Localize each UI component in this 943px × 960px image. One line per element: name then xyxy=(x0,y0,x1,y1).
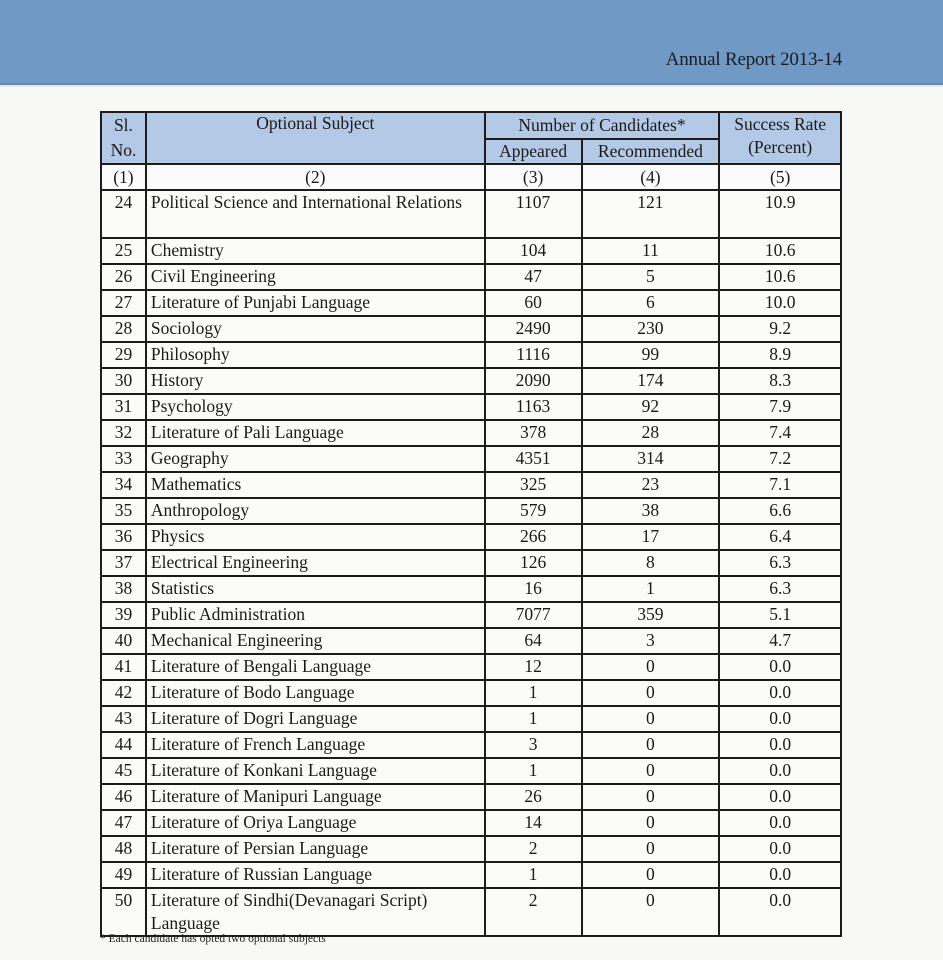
recommended-cell: 0 xyxy=(582,758,720,784)
column-header-sl-no-label: Sl. No. xyxy=(110,115,137,160)
recommended-cell: 28 xyxy=(582,420,720,446)
subject-cell: Physics xyxy=(146,524,485,550)
report-header-banner xyxy=(0,0,943,85)
table-row xyxy=(101,654,841,680)
column-number-row xyxy=(101,164,841,190)
recommended-cell: 230 xyxy=(582,316,720,342)
subject-cell: Electrical Engineering xyxy=(146,550,485,576)
sl-number-cell: 34 xyxy=(101,472,146,498)
success-rate-cell: 10.6 xyxy=(719,264,841,290)
success-rate-cell: 8.9 xyxy=(719,342,841,368)
table-row xyxy=(101,550,841,576)
success-rate-cell: 0.0 xyxy=(719,888,841,936)
table-row xyxy=(101,342,841,368)
appeared-cell: 1 xyxy=(485,680,582,706)
appeared-cell: 266 xyxy=(485,524,582,550)
recommended-cell: 0 xyxy=(582,836,720,862)
sl-number-cell: 33 xyxy=(101,446,146,472)
sl-number-cell: 38 xyxy=(101,576,146,602)
column-header-subject: Optional Subject xyxy=(146,112,485,164)
success-rate-cell: 10.9 xyxy=(719,190,841,238)
table-row xyxy=(101,862,841,888)
subject-cell: Literature of Punjabi Language xyxy=(146,290,485,316)
recommended-cell: 0 xyxy=(582,810,720,836)
column-number: (5) xyxy=(719,164,841,190)
sl-number-cell: 27 xyxy=(101,290,146,316)
sl-number-cell: 42 xyxy=(101,680,146,706)
sl-number-cell: 46 xyxy=(101,784,146,810)
success-rate-cell: 10.6 xyxy=(719,238,841,264)
table-row xyxy=(101,758,841,784)
sl-number-cell: 31 xyxy=(101,394,146,420)
table-row xyxy=(101,264,841,290)
sl-number-cell: 48 xyxy=(101,836,146,862)
success-rate-cell: 0.0 xyxy=(719,758,841,784)
appeared-cell: 1 xyxy=(485,706,582,732)
subject-cell: Civil Engineering xyxy=(146,264,485,290)
sl-number-cell: 26 xyxy=(101,264,146,290)
table-row xyxy=(101,888,841,936)
success-rate-cell: 0.0 xyxy=(719,706,841,732)
appeared-cell: 14 xyxy=(485,810,582,836)
sl-number-cell: 44 xyxy=(101,732,146,758)
recommended-cell: 5 xyxy=(582,264,720,290)
recommended-cell: 1 xyxy=(582,576,720,602)
recommended-cell: 359 xyxy=(582,602,720,628)
recommended-cell: 0 xyxy=(582,706,720,732)
column-header-candidates: Number of Candidates* xyxy=(485,112,720,139)
sl-number-cell: 50 xyxy=(101,888,146,936)
appeared-cell: 1 xyxy=(485,862,582,888)
subject-cell: Literature of Konkani Language xyxy=(146,758,485,784)
table-row xyxy=(101,732,841,758)
subject-cell: Literature of Sindhi(Devanagari Script) Language xyxy=(146,888,485,936)
sl-number-cell: 37 xyxy=(101,550,146,576)
recommended-cell: 314 xyxy=(582,446,720,472)
subject-cell: Literature of Bengali Language xyxy=(146,654,485,680)
sl-number-cell: 25 xyxy=(101,238,146,264)
appeared-cell: 2090 xyxy=(485,368,582,394)
recommended-cell: 0 xyxy=(582,888,720,936)
subject-cell: History xyxy=(146,368,485,394)
success-rate-cell: 4.7 xyxy=(719,628,841,654)
recommended-cell: 0 xyxy=(582,862,720,888)
column-header-appeared: Appeared xyxy=(485,139,582,165)
success-rate-table xyxy=(100,111,842,937)
sl-number-cell: 36 xyxy=(101,524,146,550)
subject-cell: Anthropology xyxy=(146,498,485,524)
success-rate-cell: 0.0 xyxy=(719,836,841,862)
subject-cell: Public Administration xyxy=(146,602,485,628)
table-row xyxy=(101,420,841,446)
recommended-cell: 11 xyxy=(582,238,720,264)
recommended-cell: 0 xyxy=(582,784,720,810)
appeared-cell: 104 xyxy=(485,238,582,264)
success-rate-cell: 0.0 xyxy=(719,784,841,810)
subject-cell: Sociology xyxy=(146,316,485,342)
table-row xyxy=(101,238,841,264)
column-number: (4) xyxy=(582,164,720,190)
table-row xyxy=(101,394,841,420)
success-rate-cell: 7.4 xyxy=(719,420,841,446)
appeared-cell: 1116 xyxy=(485,342,582,368)
table-row xyxy=(101,602,841,628)
recommended-cell: 99 xyxy=(582,342,720,368)
column-number: (3) xyxy=(485,164,582,190)
column-number: (2) xyxy=(146,164,485,190)
table-row xyxy=(101,472,841,498)
success-rate-cell: 9.2 xyxy=(719,316,841,342)
table-row xyxy=(101,524,841,550)
recommended-cell: 0 xyxy=(582,732,720,758)
subject-cell: Mechanical Engineering xyxy=(146,628,485,654)
success-rate-cell: 6.6 xyxy=(719,498,841,524)
table-row xyxy=(101,446,841,472)
appeared-cell: 378 xyxy=(485,420,582,446)
success-rate-cell: 10.0 xyxy=(719,290,841,316)
recommended-cell: 121 xyxy=(582,190,720,238)
subject-cell: Psychology xyxy=(146,394,485,420)
appeared-cell: 60 xyxy=(485,290,582,316)
appeared-cell: 2 xyxy=(485,836,582,862)
column-header-sl-no xyxy=(101,112,146,164)
table-row xyxy=(101,498,841,524)
recommended-cell: 3 xyxy=(582,628,720,654)
appeared-cell: 16 xyxy=(485,576,582,602)
sl-number-cell: 32 xyxy=(101,420,146,446)
subject-cell: Political Science and International Relations xyxy=(146,190,485,238)
subject-cell: Statistics xyxy=(146,576,485,602)
appeared-cell: 1163 xyxy=(485,394,582,420)
recommended-cell: 92 xyxy=(582,394,720,420)
subject-cell: Literature of Manipuri Language xyxy=(146,784,485,810)
success-rate-cell: 0.0 xyxy=(719,732,841,758)
success-rate-cell: 5.1 xyxy=(719,602,841,628)
success-rate-cell: 8.3 xyxy=(719,368,841,394)
success-rate-cell: 7.9 xyxy=(719,394,841,420)
recommended-cell: 0 xyxy=(582,654,720,680)
table-row xyxy=(101,316,841,342)
appeared-cell: 4351 xyxy=(485,446,582,472)
success-rate-cell: 6.3 xyxy=(719,576,841,602)
appeared-cell: 26 xyxy=(485,784,582,810)
sl-number-cell: 30 xyxy=(101,368,146,394)
success-rate-cell: 0.0 xyxy=(719,810,841,836)
table-row xyxy=(101,784,841,810)
sl-number-cell: 45 xyxy=(101,758,146,784)
success-rate-cell: 0.0 xyxy=(719,680,841,706)
appeared-cell: 1107 xyxy=(485,190,582,238)
appeared-cell: 2490 xyxy=(485,316,582,342)
appeared-cell: 579 xyxy=(485,498,582,524)
appeared-cell: 2 xyxy=(485,888,582,936)
sl-number-cell: 24 xyxy=(101,190,146,238)
appeared-cell: 12 xyxy=(485,654,582,680)
appeared-cell: 126 xyxy=(485,550,582,576)
subject-cell: Mathematics xyxy=(146,472,485,498)
subject-cell: Literature of Bodo Language xyxy=(146,680,485,706)
recommended-cell: 0 xyxy=(582,680,720,706)
sl-number-cell: 47 xyxy=(101,810,146,836)
column-header-recommended: Recommended xyxy=(582,139,720,165)
table-row xyxy=(101,810,841,836)
sl-number-cell: 35 xyxy=(101,498,146,524)
success-rate-cell: 7.1 xyxy=(719,472,841,498)
success-rate-cell: 6.3 xyxy=(719,550,841,576)
subject-cell: Geography xyxy=(146,446,485,472)
sl-number-cell: 29 xyxy=(101,342,146,368)
subject-cell: Literature of Oriya Language xyxy=(146,810,485,836)
subject-cell: Literature of Persian Language xyxy=(146,836,485,862)
table-row xyxy=(101,190,841,238)
success-rate-cell: 0.0 xyxy=(719,654,841,680)
appeared-cell: 64 xyxy=(485,628,582,654)
sl-number-cell: 28 xyxy=(101,316,146,342)
table-row xyxy=(101,836,841,862)
subject-cell: Literature of Pali Language xyxy=(146,420,485,446)
success-rate-cell: 6.4 xyxy=(719,524,841,550)
subject-cell: Chemistry xyxy=(146,238,485,264)
sl-number-cell: 40 xyxy=(101,628,146,654)
sl-number-cell: 41 xyxy=(101,654,146,680)
recommended-cell: 6 xyxy=(582,290,720,316)
table-row xyxy=(101,290,841,316)
table-row xyxy=(101,368,841,394)
recommended-cell: 23 xyxy=(582,472,720,498)
report-title: Annual Report 2013-14 xyxy=(665,49,842,70)
sl-number-cell: 49 xyxy=(101,862,146,888)
subject-cell: Literature of French Language xyxy=(146,732,485,758)
recommended-cell: 38 xyxy=(582,498,720,524)
column-number: (1) xyxy=(101,164,146,190)
table-row xyxy=(101,576,841,602)
appeared-cell: 325 xyxy=(485,472,582,498)
subject-cell: Literature of Dogri Language xyxy=(146,706,485,732)
recommended-cell: 17 xyxy=(582,524,720,550)
table-row xyxy=(101,706,841,732)
sl-number-cell: 39 xyxy=(101,602,146,628)
appeared-cell: 3 xyxy=(485,732,582,758)
appeared-cell: 47 xyxy=(485,264,582,290)
recommended-cell: 174 xyxy=(582,368,720,394)
subject-cell: Literature of Russian Language xyxy=(146,862,485,888)
column-header-success-rate: Success Rate (Percent) xyxy=(719,112,841,164)
success-rate-cell: 0.0 xyxy=(719,862,841,888)
table-footnote: * Each candidate has opted two optional subjects xyxy=(100,933,326,945)
table-row xyxy=(101,680,841,706)
appeared-cell: 7077 xyxy=(485,602,582,628)
success-rate-cell: 7.2 xyxy=(719,446,841,472)
sl-number-cell: 43 xyxy=(101,706,146,732)
table-row xyxy=(101,628,841,654)
recommended-cell: 8 xyxy=(582,550,720,576)
subject-cell: Philosophy xyxy=(146,342,485,368)
appeared-cell: 1 xyxy=(485,758,582,784)
